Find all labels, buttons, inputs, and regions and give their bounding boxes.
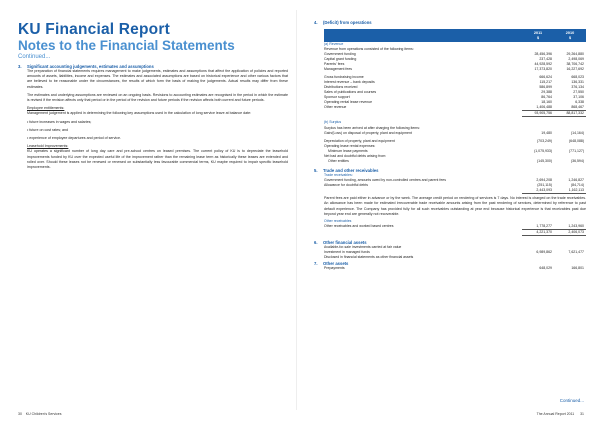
section-title: Trade and other receivables [323,167,379,173]
row-label: Interest revenue – bank deposits [324,80,375,85]
continued-label-bottom: Continued... [559,398,584,403]
notes-title: Notes to the Financial Statements [18,38,235,53]
surplus-heading: (b) Surplus [324,120,342,125]
paragraph: Management judgement is applied in determining the following key assumptions used in the calculation of long service leave at balance date: [27,111,252,116]
page-gutter [296,10,297,410]
table-row [324,67,586,72]
value-2010: (771,127) [569,148,584,153]
table-row: Disclosed in financial statements as other financial assets [324,255,414,260]
row-label: Allowance for doubtful debts [324,183,368,188]
footer-right [537,412,584,416]
section-title: Other assets [323,261,349,267]
value-2010: 868,467 [571,105,584,110]
right-column [314,20,586,271]
row-label: Minimum lease payments [328,148,368,153]
section-title: Significant accounting judgements, estimates and assumptions [27,64,154,69]
row-label: Operating lease rental expenses: [324,143,376,148]
paragraph: KU operates a significant number of long day care and pre-school centres on leased premises. The current policy of KU is to depreciate the leasehold improvements funded by KU over the expected useful life of the improvement rather than the remaining lease term as historically these leases are extended and rolled over. Should these leases not be renewed or renewed on substantially less favourable commercial terms, KU maybe required to impair specific leasehold improvements. [27,149,288,170]
table-row: Available-for-sale investments carried at fair value [324,245,402,250]
bullet-item: • future on cost rates; and [27,127,69,132]
value-2011: 1,406,488 [536,105,552,110]
paragraph: Parent fees are paid either in advance or by the week. The average credit period on rendering of services is 7 days. No interest is charged on the trade receivables. An allowance has been made for estimated irrecoverable trade receivable amounts arising from the past rendering of services, determined by reference to past default experience. The Company has provided fully for all such receivables outstanding at year end because historical experience is that receivables past due beyond year end are generally not recoverable. [324,196,586,216]
value-2011: 586,899 [539,85,552,90]
value-2011: (703,249) [537,138,552,143]
subheading-employee: Employee entitlements: [27,106,65,111]
revenue-total-row: 93,905,756 88,817,332 [324,110,586,117]
row-label: Parents' fees [324,62,345,67]
footer-report: The Annual Report 2011 [536,412,575,416]
left-column [18,22,288,170]
report-title: KU Financial Report [18,21,170,38]
row-label: Operating rental lease revenue [324,100,373,105]
col-header-2011: 2011 $ [533,30,543,40]
value-2011: 17,373,820 [534,67,552,72]
value-2011: 29,388 [541,90,552,95]
page-number-right: 31 [580,412,584,416]
value-2010: 1,243,960 [568,224,584,229]
trade-rows [314,178,586,188]
value-2010: 16,227,692 [566,67,584,72]
revenue-rows [314,52,586,110]
row-label: Gross fundraising income [324,75,364,80]
section-4-heading [314,20,586,25]
value-2010: 29,264,880 [566,52,584,57]
bullet-item: • future increases in wages and salaries; [27,119,92,124]
value-2011: (1,075,933) [534,148,552,153]
value-2011: (251,115) [537,183,552,188]
value-2011: 237,428 [539,57,552,62]
row-label: Depreciation of property, plant and equipment [324,138,395,143]
table-row [324,159,586,164]
value-2010: (36,594) [570,158,584,163]
value-2010: (648,088) [569,138,584,143]
value-2010: 7,621,477 [568,250,584,255]
value-2011: 115,217 [539,80,552,85]
value-2011: 1,778,277 [536,224,552,229]
row-label: Management fees [324,67,353,72]
value-2011: (145,300) [537,158,552,163]
value-2010: 376,134 [571,85,584,90]
other-assets-rows [314,266,586,271]
row-label: Investment in managed funds [324,250,370,255]
row-label: Government funding [324,52,356,57]
row-label: Other receivables and worked based centres [324,224,394,229]
revenue-heading: (a) Revenue [324,42,344,46]
section-number: 6. [314,240,318,246]
page-number-left: 30 [18,412,22,416]
paragraph: The estimates and underlying assumptions are reviewed on an ongoing basis. Revisions to accounting estimates are recognised in the period in which the estimate is revised if the revision affects only that period or in the period of the revision and future periods if the revision affects both current and future periods. [27,92,288,103]
value-2011: 6,989,862 [536,250,552,255]
value-2010: 2,498,069 [568,57,584,62]
row-label: Prepayments [324,266,345,271]
section-title: Other financial assets [323,240,367,246]
value-2011: 666,624 [539,75,552,80]
value-2011: 28,456,396 [534,52,552,57]
table-row: Surplus has been arrived at after charging the following items: [324,125,420,130]
other-receivables-heading: Other receivables [324,219,352,224]
row-label: Government funding, amounts owed by non-controlled centres and parent fees [324,178,446,183]
row-label: Sales of publications and courses [324,90,377,95]
value-2010: 136,331 [571,80,584,85]
value-2010: (14,164) [570,130,584,135]
row-label: Gain/(Loss) on disposal of property, plant and equipment [324,130,412,135]
row-label: Sponsor support [324,95,350,100]
continued-label: Continued... [18,54,51,60]
section-number: 7. [314,261,318,267]
table-row [324,266,586,271]
surplus-rows [314,131,586,164]
col-header-2010: 2010 $ [565,30,575,40]
table-row [324,131,586,136]
value-2010: 668,023 [571,75,584,80]
value-2010: 27,550 [573,90,584,95]
row-label: Net bad and doubtful debts arising from: [324,153,387,158]
trade-total-row: 2,443,093 1,162,113 [324,188,586,194]
row-label: Other revenue [324,105,347,110]
paragraph: The preparation of financial statements requires management to make judgements, estimates and assumptions that affect the application of policies and reported amounts of assets, liabilities, income and expenses. The estimates and associated assumptions are based on historical experience and other various factors that are believed to be reasonable under the circumstances, the results of which form the basis of making the judgements. Actual results may differ from these estimates. [27,69,288,89]
section-title: (Deficit) from operations [323,20,372,25]
section-3-body [27,69,288,170]
trade-receivables-heading: Trade receivables: [324,172,353,177]
row-label: Other entities [328,158,349,163]
receivables-total-row: 4,221,370 2,406,073 [324,229,586,236]
value-2011: 2,694,208 [536,178,552,183]
value-2011: 19,480 [541,130,552,135]
value-2010: 38,706,742 [566,62,584,67]
table-row: Revenue from operations consisted of the following items: [324,47,414,52]
value-2010: 166,801 [571,266,584,271]
subheading-leasehold: Leasehold Improvements: [27,144,69,149]
footer-org: KU Children's Services [25,412,62,416]
value-2010: 6,338 [575,100,584,105]
footer-left [18,412,61,416]
bullet-item: • experience of employee departures and period of service. [27,136,121,141]
value-2011: 18,160 [541,100,552,105]
table-header-band [324,29,586,42]
value-2010: 1,246,827 [568,178,584,183]
section-number: 3. [18,64,22,69]
section-number: 5. [314,167,318,173]
section-number: 4. [314,20,318,25]
value-2010: 37,106 [573,95,584,100]
row-label: Distributions received [324,85,358,90]
value-2011: 44,928,592 [534,62,552,67]
value-2011: 86,764 [541,95,552,100]
row-label: Capital grant funding [324,57,357,62]
value-2010: (84,714) [570,183,584,188]
value-2011: 648,029 [539,266,552,271]
